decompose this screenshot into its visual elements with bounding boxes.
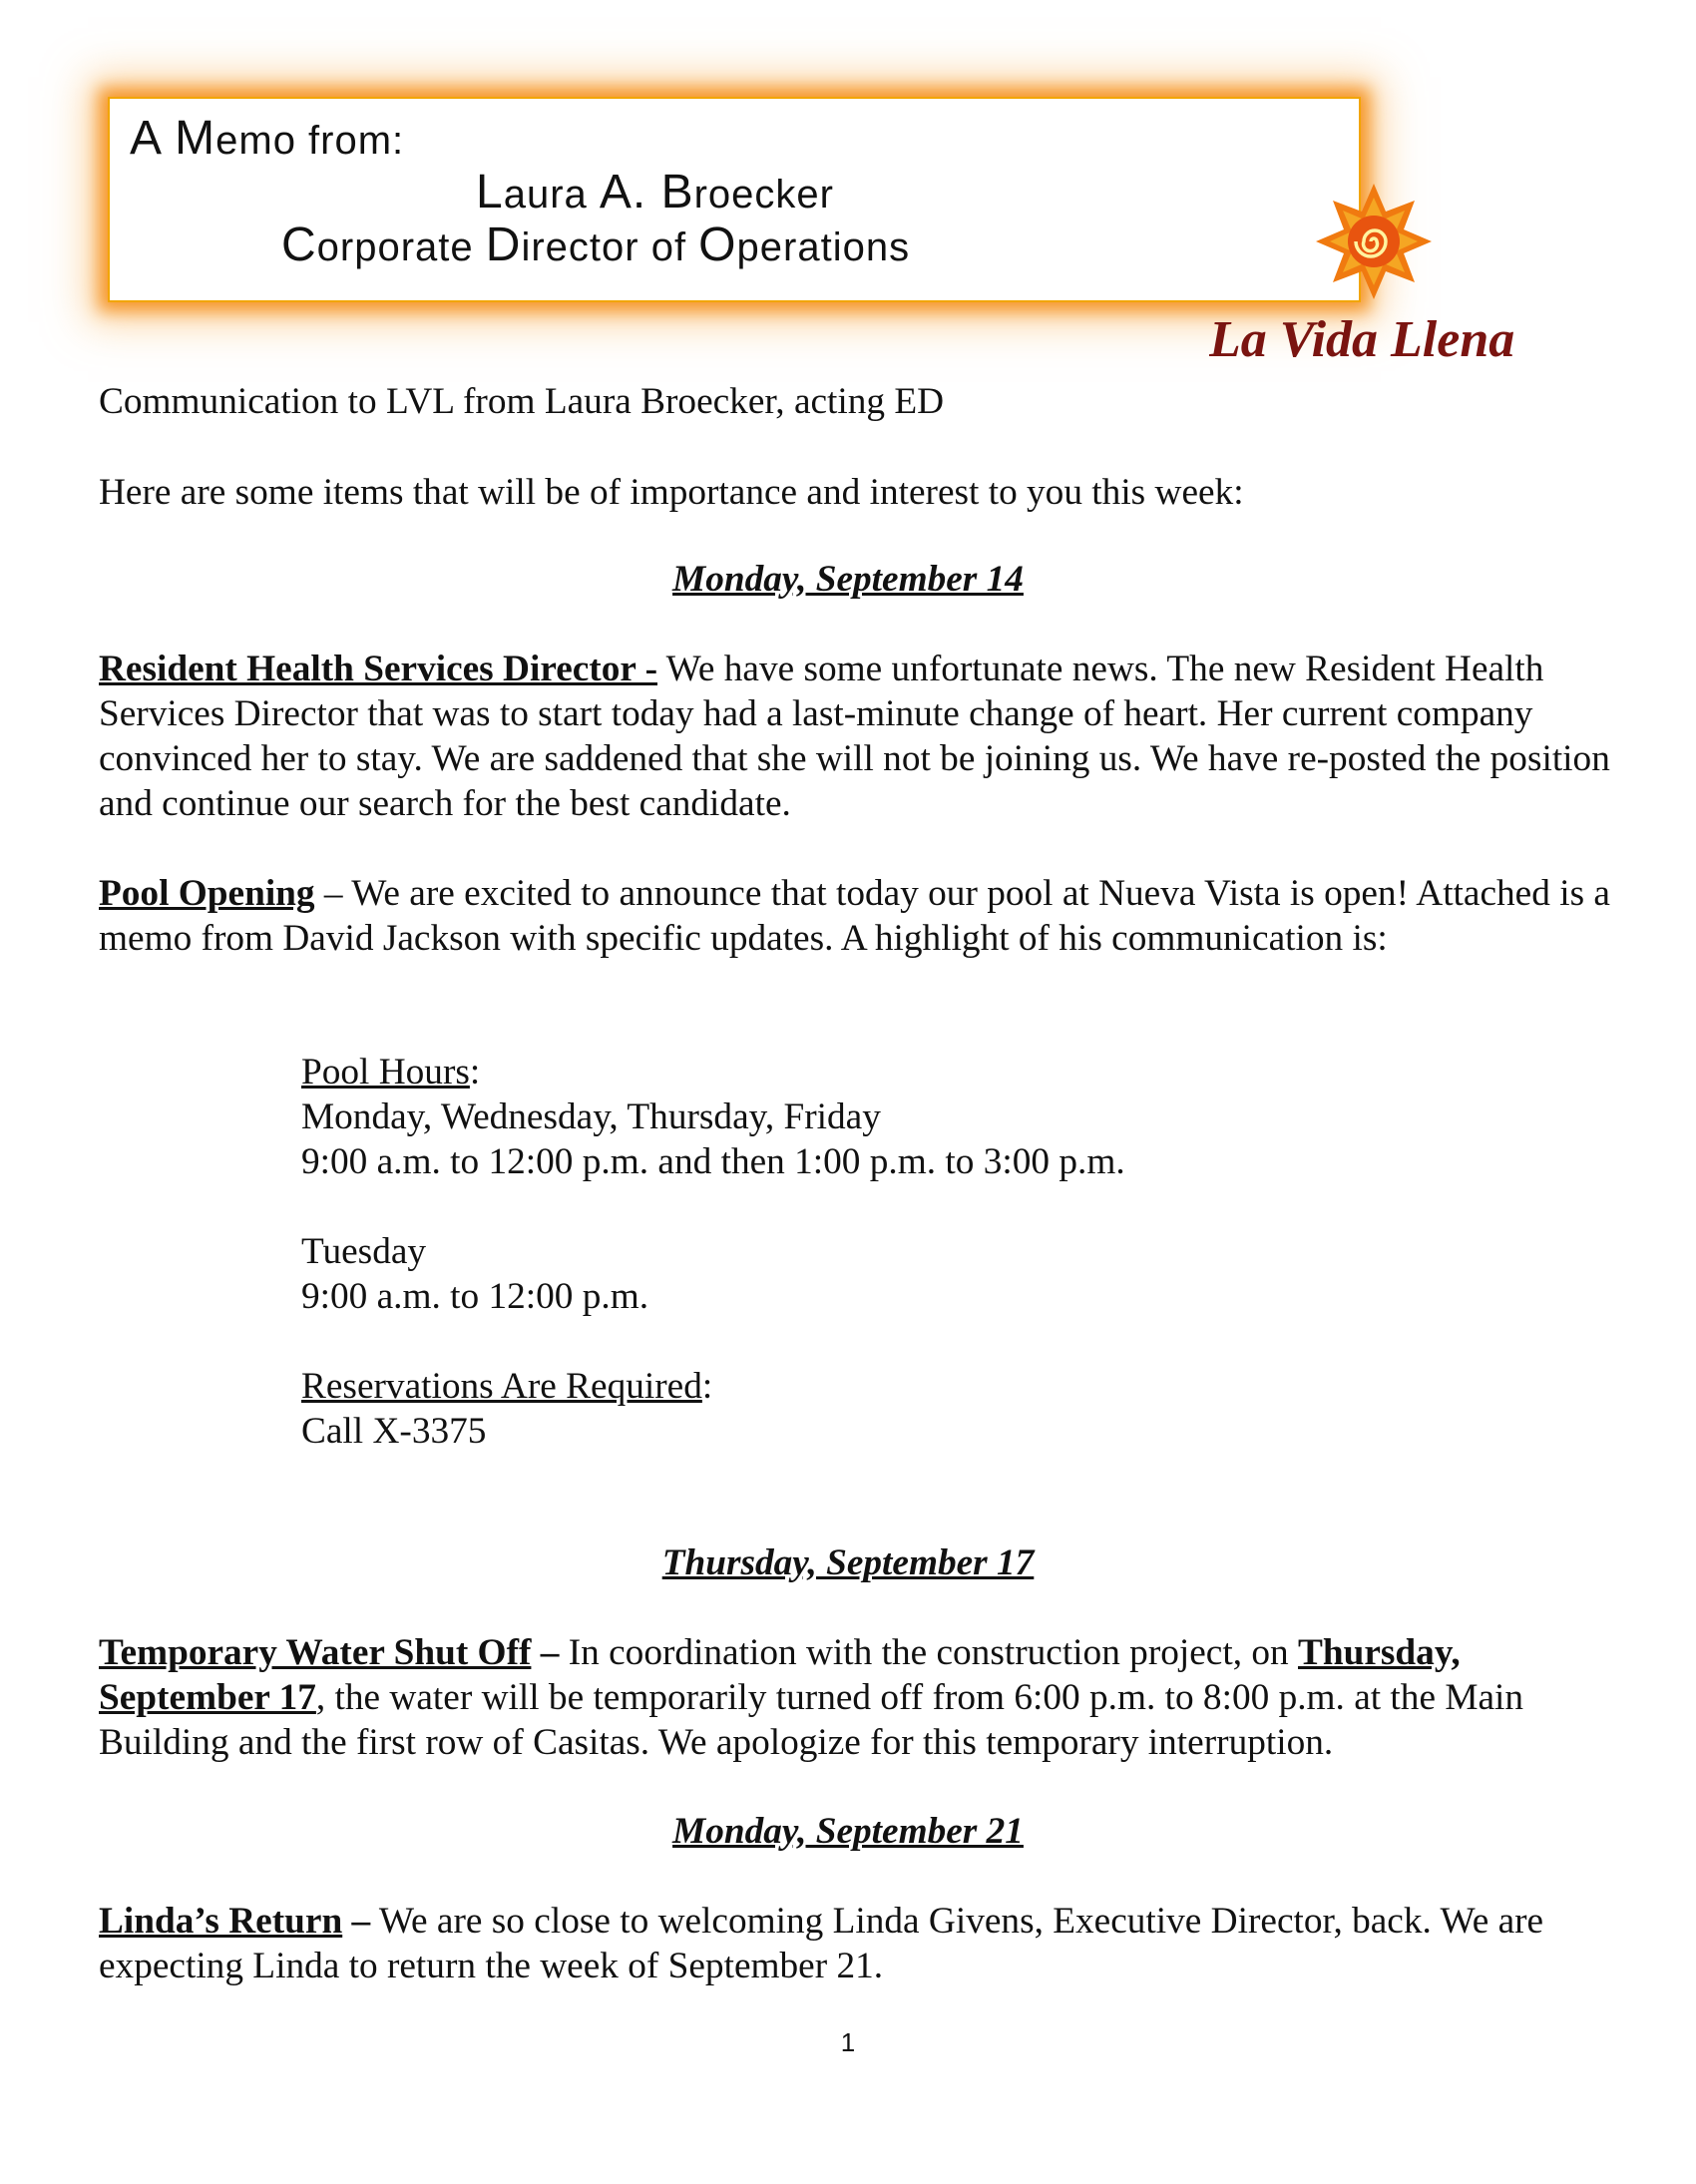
date-heading-monday-21: Monday, September 21 xyxy=(672,1811,1024,1852)
la-vida-llena-logo xyxy=(1209,182,1538,381)
pool-days-2: Tuesday xyxy=(301,1231,427,1272)
item-body: – We are excited to announce that today our pool at Nueva Vista is open! Attached is a memo from David Jackson with specific updates. A highlight of his communication is: xyxy=(99,873,1610,959)
memo-author-name: Laura A. Broecker xyxy=(476,166,834,218)
pool-times-1: 9:00 a.m. to 12:00 p.m. and then 1:00 p.m. to 3:00 p.m. xyxy=(301,1141,1125,1182)
item-pool-opening xyxy=(99,871,1615,961)
pool-days-1: Monday, Wednesday, Thursday, Friday xyxy=(301,1096,881,1137)
pool-details xyxy=(301,1050,1125,1454)
sun-icon xyxy=(1316,184,1432,299)
intro-line-1: Communication to LVL from Laura Broecker, acting ED xyxy=(99,381,945,422)
item-heading: Resident Health Services Director - xyxy=(99,649,657,689)
item-resident-health xyxy=(99,647,1615,826)
reservations-call: Call X-3375 xyxy=(301,1411,487,1452)
memo-from-label: A Memo from: xyxy=(130,112,405,165)
reservations-label: Reservations Are Required: xyxy=(301,1366,713,1407)
item-bold-date: Thursday, September 17 xyxy=(99,1632,1461,1718)
page-number: 1 xyxy=(840,2027,856,2057)
item-lindas-return: Linda’s Return – We are so close to welcoming Linda Givens, Executive Director, back. We are expecting Linda to return the week of September 21. xyxy=(99,1901,1544,1986)
item-body: We have some unfortunate news. The new Resident Health Services Director that was to start today had a last-minute change of heart. Her current company convinced her to stay. We are saddened that she will not be joining us. We have re-posted the position and continue our search for the best candidate. xyxy=(99,649,1610,824)
logo-text: La Vida Llena xyxy=(1209,311,1515,368)
memo-author-title: Corporate Director of Operations xyxy=(281,218,911,271)
date-heading-monday-14: Monday, September 14 xyxy=(672,559,1024,600)
item-heading: Linda’s Return xyxy=(99,1901,343,1942)
memo-header-box xyxy=(108,97,1361,302)
pool-hours-label: Pool Hours: xyxy=(301,1052,481,1092)
item-heading: Pool Opening xyxy=(99,873,315,914)
date-heading-thursday-17: Thursday, September 17 xyxy=(661,1542,1035,1583)
item-heading: Temporary Water Shut Off xyxy=(99,1632,532,1673)
item-water-shutoff: Temporary Water Shut Off – In coordination with the construction project, on Thursday, September 17, the water will be temporarily turned off from 6:00 p.m. to 8:00 p.m. at the Main Building and the first row of Casitas. We apologize for this temporary interruption. xyxy=(99,1632,1524,1763)
intro-line-2: Here are some items that will be of importance and interest to you this week: xyxy=(99,472,1244,513)
pool-times-2: 9:00 a.m. to 12:00 p.m. xyxy=(301,1276,649,1317)
